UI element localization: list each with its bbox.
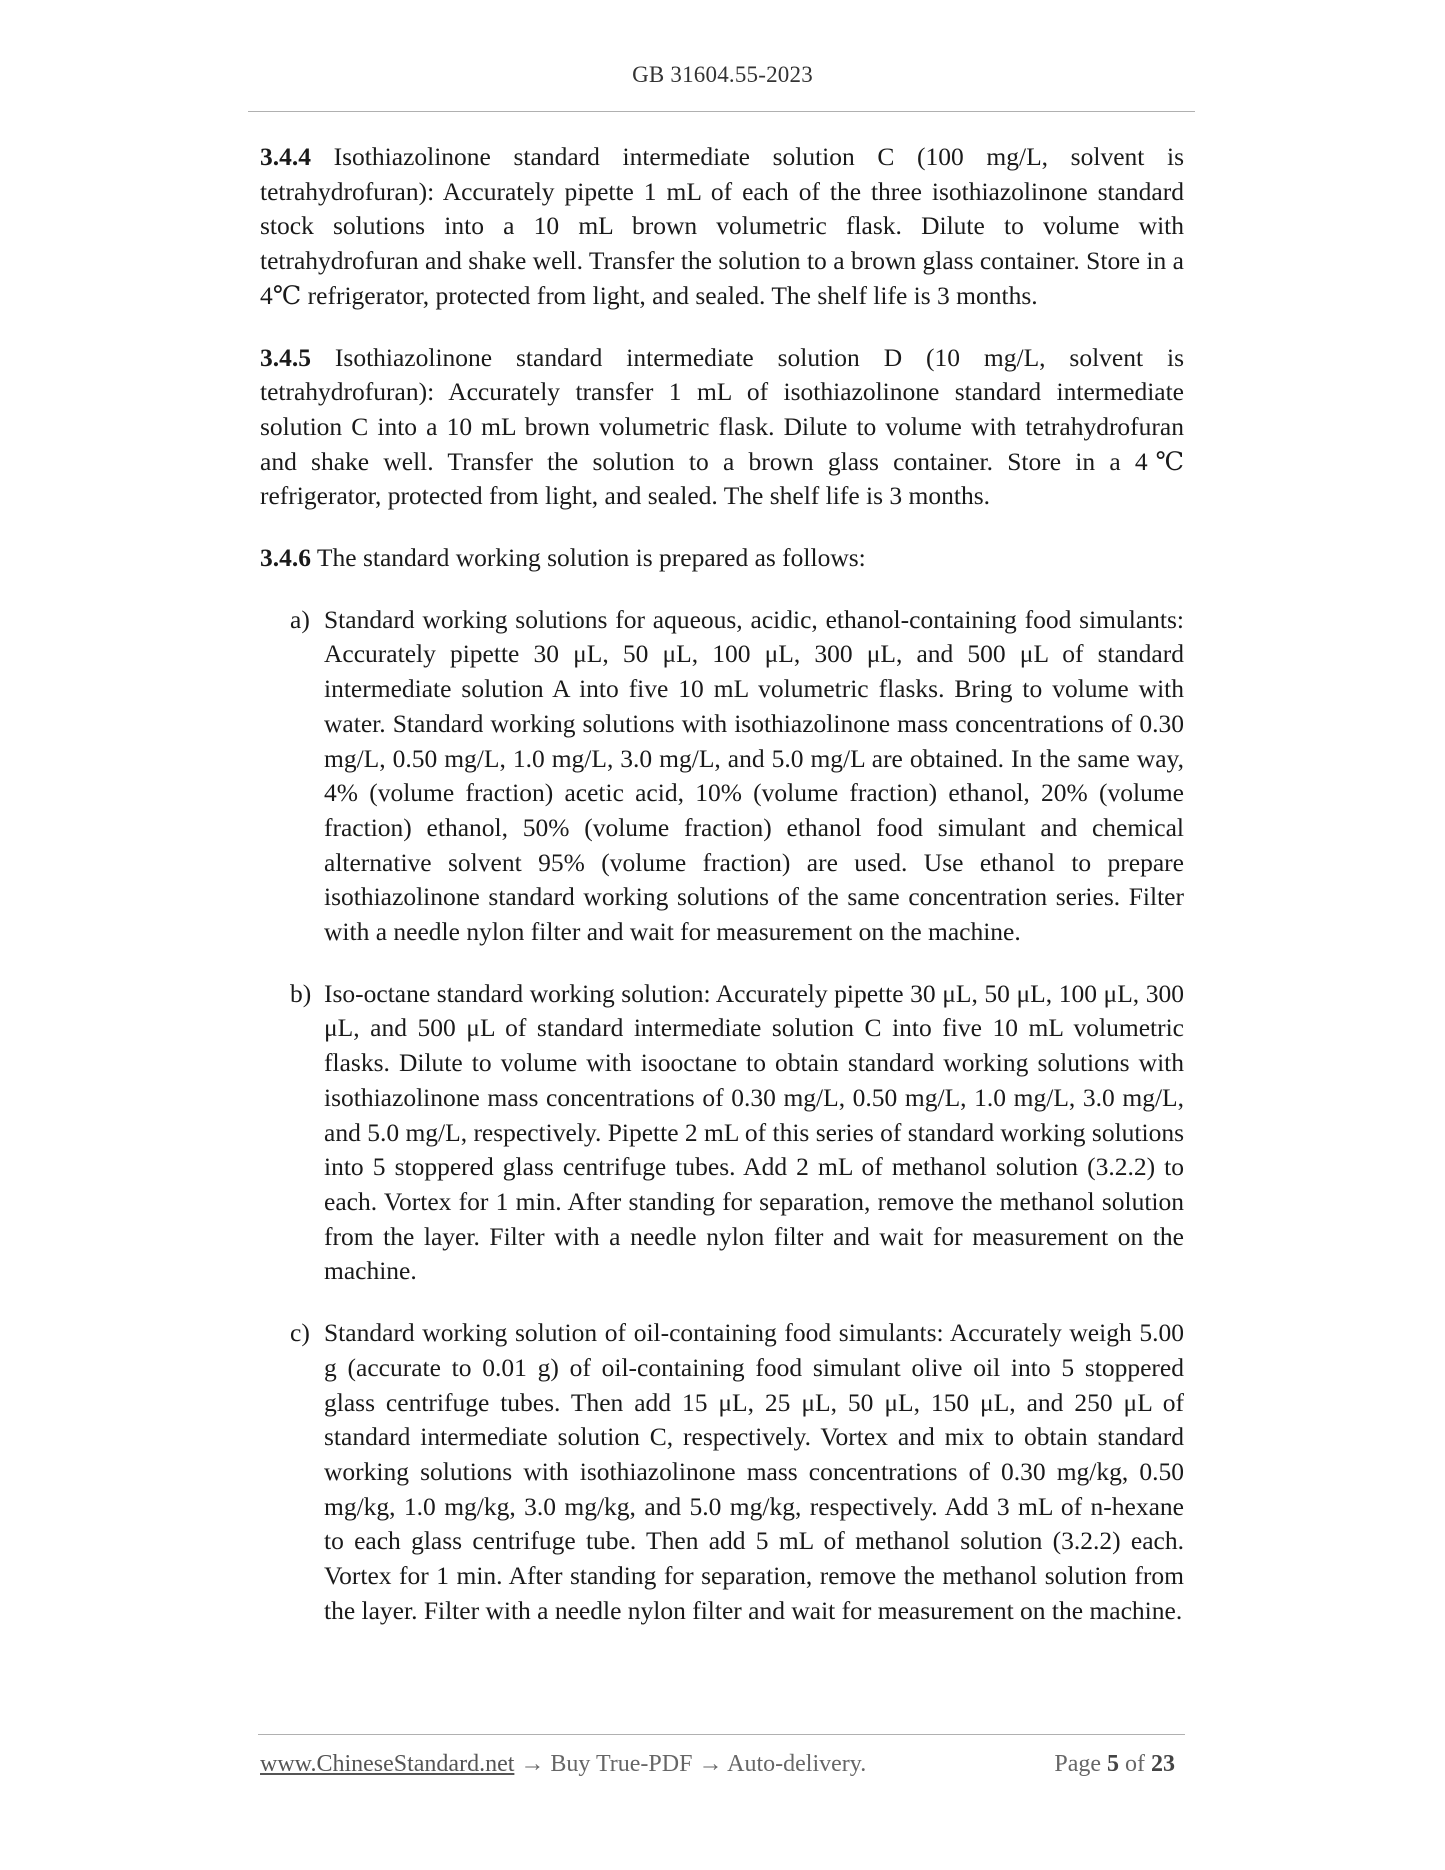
- arrow-right-icon: →: [520, 1751, 545, 1777]
- list-item-a: [260, 603, 1184, 950]
- footer-divider: [258, 1734, 1185, 1735]
- list-marker: c): [290, 1318, 310, 1348]
- list-item-b: [260, 977, 1184, 1289]
- section-3-4-6: [260, 541, 1184, 576]
- auto-delivery-text: Auto-delivery.: [727, 1751, 867, 1777]
- list-marker: a): [290, 604, 310, 634]
- list-item-c: [260, 1316, 1184, 1628]
- arrow-right-icon: →: [698, 1751, 723, 1777]
- current-page-number: 5: [1107, 1751, 1119, 1777]
- section-3-4-4: [260, 140, 1184, 314]
- buy-true-pdf-text: Buy True-PDF: [550, 1751, 693, 1777]
- page-indicator: [1054, 1751, 1175, 1778]
- total-page-number: 23: [1151, 1751, 1175, 1777]
- document-header-title: GB 31604.55-2023: [632, 62, 813, 87]
- section-text: The standard working solution is prepared as follows:: [316, 543, 866, 573]
- section-text: Isothiazolinone standard intermediate solution D (10 mg/L, solvent is tetrahydrofuran): Accurately transfer 1 mL of isothiazolinone standard intermediate solution C into a 10 mL brown volumetric flask. Dilute to volume with tetrahydrofuran and shake well. Transfer the solution to a brown glass container. Store in a 4℃ refrigerator, protected from light, and sealed. The shelf life is 3 months.: [260, 342, 1184, 511]
- of-label: of: [1125, 1751, 1145, 1777]
- list-item-text: Iso-octane standard working solution: Accurately pipette 30 μL, 50 μL, 100 μL, 300 μL, and 500 μL of standard intermediate solution C into five 10 mL volumetric flasks. Dilute to volume with isooctane to obtain standard working solutions with isothiazolinone mass concentrations of 0.30 mg/L, 0.50 mg/L, 1.0 mg/L, 3.0 mg/L, and 5.0 mg/L, respectively. Pipette 2 mL of this series of standard working solutions into 5 stoppered glass centrifuge tubes. Add 2 mL of methanol solution (3.2.2) to each. Vortex for 1 min. After standing for separation, remove the methanol solution from the layer. Filter with a needle nylon filter and wait for measurement on the machine.: [324, 978, 1185, 1286]
- section-number: 3.4.6: [260, 543, 311, 573]
- list-marker: b): [290, 978, 312, 1008]
- section-3-4-5: [260, 341, 1184, 515]
- document-body: [260, 140, 1184, 1628]
- section-number: 3.4.4: [260, 142, 311, 171]
- header-divider: [248, 111, 1195, 112]
- page-label: Page: [1054, 1751, 1101, 1777]
- section-number: 3.4.5: [260, 342, 311, 372]
- list-item-text: Standard working solution of oil-containing food simulants: Accurately weigh 5.00 g (accurate to 0.01 g) of oil-containing food simulant olive oil into 5 stoppered glass centrifuge tubes. Then add 15 μL, 25 μL, 50 μL, 150 μL, and 250 μL of standard intermediate solution C, respectively. Vortex and mix to obtain standard working solutions with isothiazolinone mass concentrations of 0.30 mg/kg, 0.50 mg/kg, 1.0 mg/kg, 3.0 mg/kg, and 5.0 mg/kg, respectively. Add 3 mL of n-hexane to each glass centrifuge tube. Then add 5 mL of methanol solution (3.2.2) each. Vortex for 1 min. After standing for separation, remove the methanol solution from the layer. Filter with a needle nylon filter and wait for measurement on the machine.: [324, 1318, 1184, 1625]
- section-text: Isothiazolinone standard intermediate solution C (100 mg/L, solvent is tetrahydrofuran): Accurately pipette 1 mL of each of the three isothiazolinone standard stock solutions into a 10 mL brown volumetric flask. Dilute to volume with tetrahydrofuran and shake well. Transfer the solution to a brown glass container. Store in a 4℃ refrigerator, protected from light, and sealed. The shelf life is 3 months.: [260, 142, 1184, 310]
- footer-left: [260, 1751, 866, 1778]
- website-link[interactable]: www.ChineseStandard.net: [260, 1751, 515, 1777]
- list-item-text: Standard working solutions for aqueous, acidic, ethanol-containing food simulants: Accurately pipette 30 μL, 50 μL, 100 μL, 300 μL, and 500 μL of standard intermediate solution A into five 10 mL volumetric flasks. Bring to volume with water. Standard working solutions with isothiazolinone mass concentrations of 0.30 mg/L, 0.50 mg/L, 1.0 mg/L, 3.0 mg/L, and 5.0 mg/L are obtained. In the same way, 4% (volume fraction) acetic acid, 10% (volume fraction) ethanol, 20% (volume fraction) ethanol, 50% (volume fraction) ethanol food simulant and chemical alternative solvent 95% (volume fraction) are used. Use ethanol to prepare isothiazolinone standard working solutions of the same concentration series. Filter with a needle nylon filter and wait for measurement on the machine.: [324, 604, 1184, 947]
